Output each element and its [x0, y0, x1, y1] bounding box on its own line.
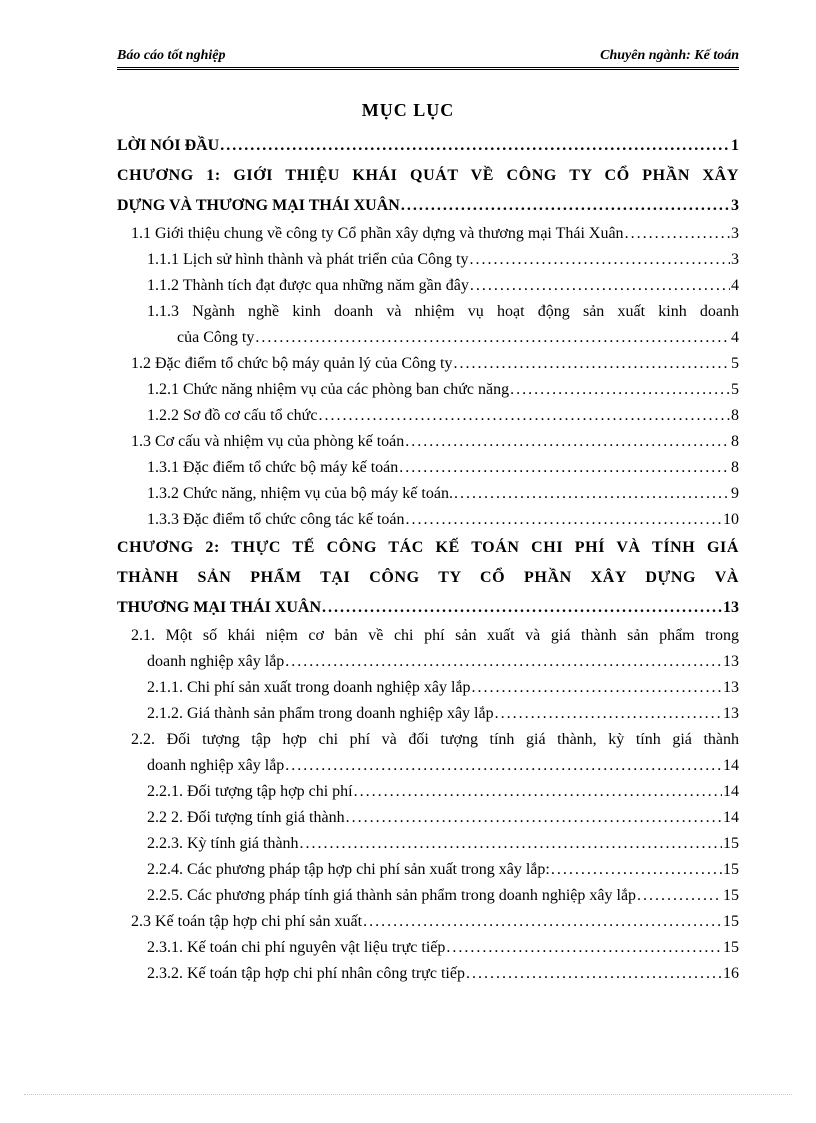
toc-entry-last-line	[131, 351, 739, 377]
toc-entry-page: 3	[731, 225, 739, 242]
toc-entry-page: 14	[723, 757, 739, 774]
toc-entry-page: 4	[731, 329, 739, 346]
toc-entry-page: 10	[723, 511, 739, 528]
toc-entry	[117, 909, 739, 935]
toc-entry	[117, 623, 739, 675]
toc-entry	[117, 299, 739, 351]
toc-entry-last-line	[117, 191, 739, 221]
dot-leader	[322, 593, 722, 623]
toc-entry-page: 15	[723, 939, 739, 956]
dot-leader	[470, 273, 730, 299]
toc-entry-last-line	[147, 779, 739, 805]
toc-entry-last-line	[147, 675, 739, 701]
toc-entry-title: 1.2 Đặc điểm tổ chức bộ máy quản lý của Công ty	[131, 355, 453, 372]
toc-entry	[117, 805, 739, 831]
toc-entry-last-line	[117, 593, 739, 623]
toc-entry-page: 5	[731, 381, 739, 398]
toc-entry	[117, 481, 739, 507]
toc-entry-page: 3	[731, 251, 739, 268]
toc-entry	[117, 507, 739, 533]
toc-entry-page: 15	[723, 861, 739, 878]
toc-entry-title: doanh nghiệp xây lắp	[147, 757, 285, 774]
dot-leader	[318, 403, 730, 429]
toc-entry	[117, 351, 739, 377]
toc-entry	[117, 429, 739, 455]
toc-entry-page: 14	[723, 783, 739, 800]
toc-entry	[117, 701, 739, 727]
page-title: MỤC LỤC	[361, 100, 455, 120]
toc-entry-last-line	[131, 649, 739, 675]
toc-entry	[117, 961, 739, 987]
dot-leader	[637, 883, 722, 909]
toc-entry-last-line	[131, 429, 739, 455]
toc-entry-title: 1.1.2 Thành tích đạt được qua những năm gần đây	[147, 277, 469, 294]
toc-entry-last-line	[147, 455, 739, 481]
toc-entry-page: 8	[731, 433, 739, 450]
toc-entry-line: THÀNH SẢN PHẨM TẠI CÔNG TY CỔ PHẦN XÂY DỰNG VÀ	[117, 569, 739, 586]
toc-entry	[117, 831, 739, 857]
toc-entry-page: 5	[731, 355, 739, 372]
toc-entry	[117, 455, 739, 481]
dot-leader	[346, 805, 722, 831]
dot-leader	[472, 675, 722, 701]
toc-entry-title: 1.2.1 Chức năng nhiệm vụ của các phòng ban chức năng	[147, 381, 510, 398]
toc-entry-line: 2.2. Đối tượng tập hợp chi phí và đối tượng tính giá thành, kỳ tính giá thành	[131, 731, 739, 748]
toc-entry-title: 2.1.2. Giá thành sản phẩm trong doanh nghiệp xây lắp	[147, 705, 494, 722]
toc-entry-page: 3	[731, 197, 739, 214]
toc-entry-page: 15	[723, 887, 739, 904]
toc-entry-title: 1.1.1 Lịch sử hình thành và phát triển của Công ty	[147, 251, 469, 268]
toc-entry-last-line	[147, 403, 739, 429]
toc-entry-title: 2.3 Kế toán tập hợp chi phí sản xuất	[131, 913, 363, 930]
dot-leader	[551, 857, 722, 883]
dot-leader	[285, 753, 722, 779]
toc-entry-title: 2.2.4. Các phương pháp tập hợp chi phí sản xuất trong xây lắp:	[147, 861, 550, 878]
toc-entry-title: LỜI NÓI ĐẦU	[117, 137, 220, 154]
toc-entry-title: doanh nghiệp xây lắp	[147, 653, 285, 670]
dot-leader	[625, 221, 730, 247]
dot-leader	[300, 831, 722, 857]
dot-leader	[510, 377, 730, 403]
toc-entry	[117, 247, 739, 273]
toc-entry-title: 2.2.5. Các phương pháp tính giá thành sản phẩm trong doanh nghiệp xây lắp	[147, 887, 637, 904]
toc-entry-last-line	[131, 221, 739, 247]
toc-entry-title: 1.3.1 Đặc điểm tổ chức bộ máy kế toán	[147, 459, 399, 476]
toc-entry-title: 2.3.1. Kế toán chi phí nguyên vật liệu trực tiếp	[147, 939, 446, 956]
toc-entry	[117, 935, 739, 961]
toc-entry-title: 2.2.1. Đối tượng tập hợp chi phí	[147, 783, 353, 800]
toc-entry-title: DỰNG VÀ THƯƠNG MẠI THÁI XUÂN	[117, 197, 400, 214]
toc-entry-last-line	[147, 247, 739, 273]
toc-entry-page: 16	[723, 965, 739, 982]
toc-entry-last-line	[147, 481, 739, 507]
toc-entry-last-line	[131, 753, 739, 779]
toc-entry-page: 8	[731, 407, 739, 424]
toc-entry-last-line	[147, 805, 739, 831]
toc-entry-line: CHƯƠNG 1: GIỚI THIỆU KHÁI QUÁT VỀ CÔNG TY CỔ PHẦN XÂY	[117, 167, 739, 184]
page-header	[117, 48, 739, 70]
toc-entry-title: 1.1 Giới thiệu chung về công ty Cổ phần xây dựng và thương mại Thái Xuân	[131, 225, 624, 242]
dot-leader	[255, 325, 730, 351]
dot-leader	[454, 481, 730, 507]
toc-entry-title: 1.2.2 Sơ đồ cơ cấu tổ chức	[147, 407, 318, 424]
toc-entry-last-line	[147, 507, 739, 533]
toc-entry	[117, 161, 739, 221]
table-of-contents	[117, 131, 739, 987]
dot-leader	[495, 701, 722, 727]
dot-leader	[466, 961, 722, 987]
toc-entry-last-line	[147, 961, 739, 987]
toc-entry-title: 2.3.2. Kế toán tập hợp chi phí nhân công trực tiếp	[147, 965, 465, 982]
dot-leader	[354, 779, 722, 805]
toc-entry-last-line	[147, 325, 739, 351]
toc-entry-last-line	[147, 935, 739, 961]
toc-entry-title: THƯƠNG MẠI THÁI XUÂN	[117, 599, 322, 616]
toc-entry-last-line	[147, 831, 739, 857]
toc-entry	[117, 273, 739, 299]
dot-leader	[399, 455, 730, 481]
toc-entry-last-line	[131, 909, 739, 935]
toc-entry-page: 15	[723, 913, 739, 930]
toc-entry	[117, 533, 739, 623]
toc-entry	[117, 727, 739, 779]
toc-entry-last-line	[147, 273, 739, 299]
dot-leader	[401, 191, 730, 221]
toc-entry-title: 2.2 2. Đối tượng tính giá thành	[147, 809, 345, 826]
page-footer-rule	[24, 1094, 792, 1095]
toc-entry-last-line	[117, 131, 739, 161]
toc-entry-title: 2.1.1. Chi phí sản xuất trong doanh nghiệp xây lắp	[147, 679, 471, 696]
toc-entry-page: 14	[723, 809, 739, 826]
header-left: Báo cáo tốt nghiệp	[117, 48, 226, 63]
toc-entry-page: 15	[723, 835, 739, 852]
dot-leader	[220, 131, 730, 161]
dot-leader	[405, 507, 722, 533]
dot-leader	[453, 351, 730, 377]
toc-entry-page: 4	[731, 277, 739, 294]
toc-entry-page: 13	[723, 705, 739, 722]
dot-leader	[470, 247, 731, 273]
dot-leader	[446, 935, 722, 961]
dot-leader	[405, 429, 730, 455]
toc-entry-page: 9	[731, 485, 739, 502]
toc-entry	[117, 131, 739, 161]
toc-entry-title: của Công ty	[177, 329, 255, 346]
toc-entry	[117, 857, 739, 883]
toc-entry	[117, 221, 739, 247]
toc-entry-page: 1	[731, 137, 739, 154]
toc-entry-title: 1.3.2 Chức năng, nhiệm vụ của bộ máy kế toán.	[147, 485, 453, 502]
toc-entry-page: 13	[723, 679, 739, 696]
toc-entry-title: 2.2.3. Kỳ tính giá thành	[147, 835, 299, 852]
toc-entry-line: 2.1. Một số khái niệm cơ bản về chi phí sản xuất và giá thành sản phẩm trong	[131, 627, 739, 644]
dot-leader	[363, 909, 722, 935]
toc-entry-title: 1.3.3 Đặc điểm tổ chức công tác kế toán	[147, 511, 405, 528]
toc-entry-line: CHƯƠNG 2: THỰC TẾ CÔNG TÁC KẾ TOÁN CHI PHÍ VÀ TÍNH GIÁ	[117, 539, 739, 556]
toc-entry-last-line	[147, 857, 739, 883]
header-right: Chuyên ngành: Kế toán	[600, 48, 739, 63]
toc-entry	[117, 883, 739, 909]
toc-entry-last-line	[147, 377, 739, 403]
toc-entry	[117, 675, 739, 701]
dot-leader	[285, 649, 722, 675]
toc-entry-title: 1.3 Cơ cấu và nhiệm vụ của phòng kế toán	[131, 433, 405, 450]
toc-entry-page: 13	[723, 653, 739, 670]
toc-entry	[117, 377, 739, 403]
toc-entry-line: 1.1.3 Ngành nghề kinh doanh và nhiệm vụ hoạt động sản xuất kinh doanh	[147, 303, 739, 320]
toc-entry-last-line	[147, 883, 739, 909]
toc-entry-page: 13	[723, 599, 739, 616]
toc-entry-page: 8	[731, 459, 739, 476]
toc-entry	[117, 779, 739, 805]
toc-entry	[117, 403, 739, 429]
toc-entry-last-line	[147, 701, 739, 727]
